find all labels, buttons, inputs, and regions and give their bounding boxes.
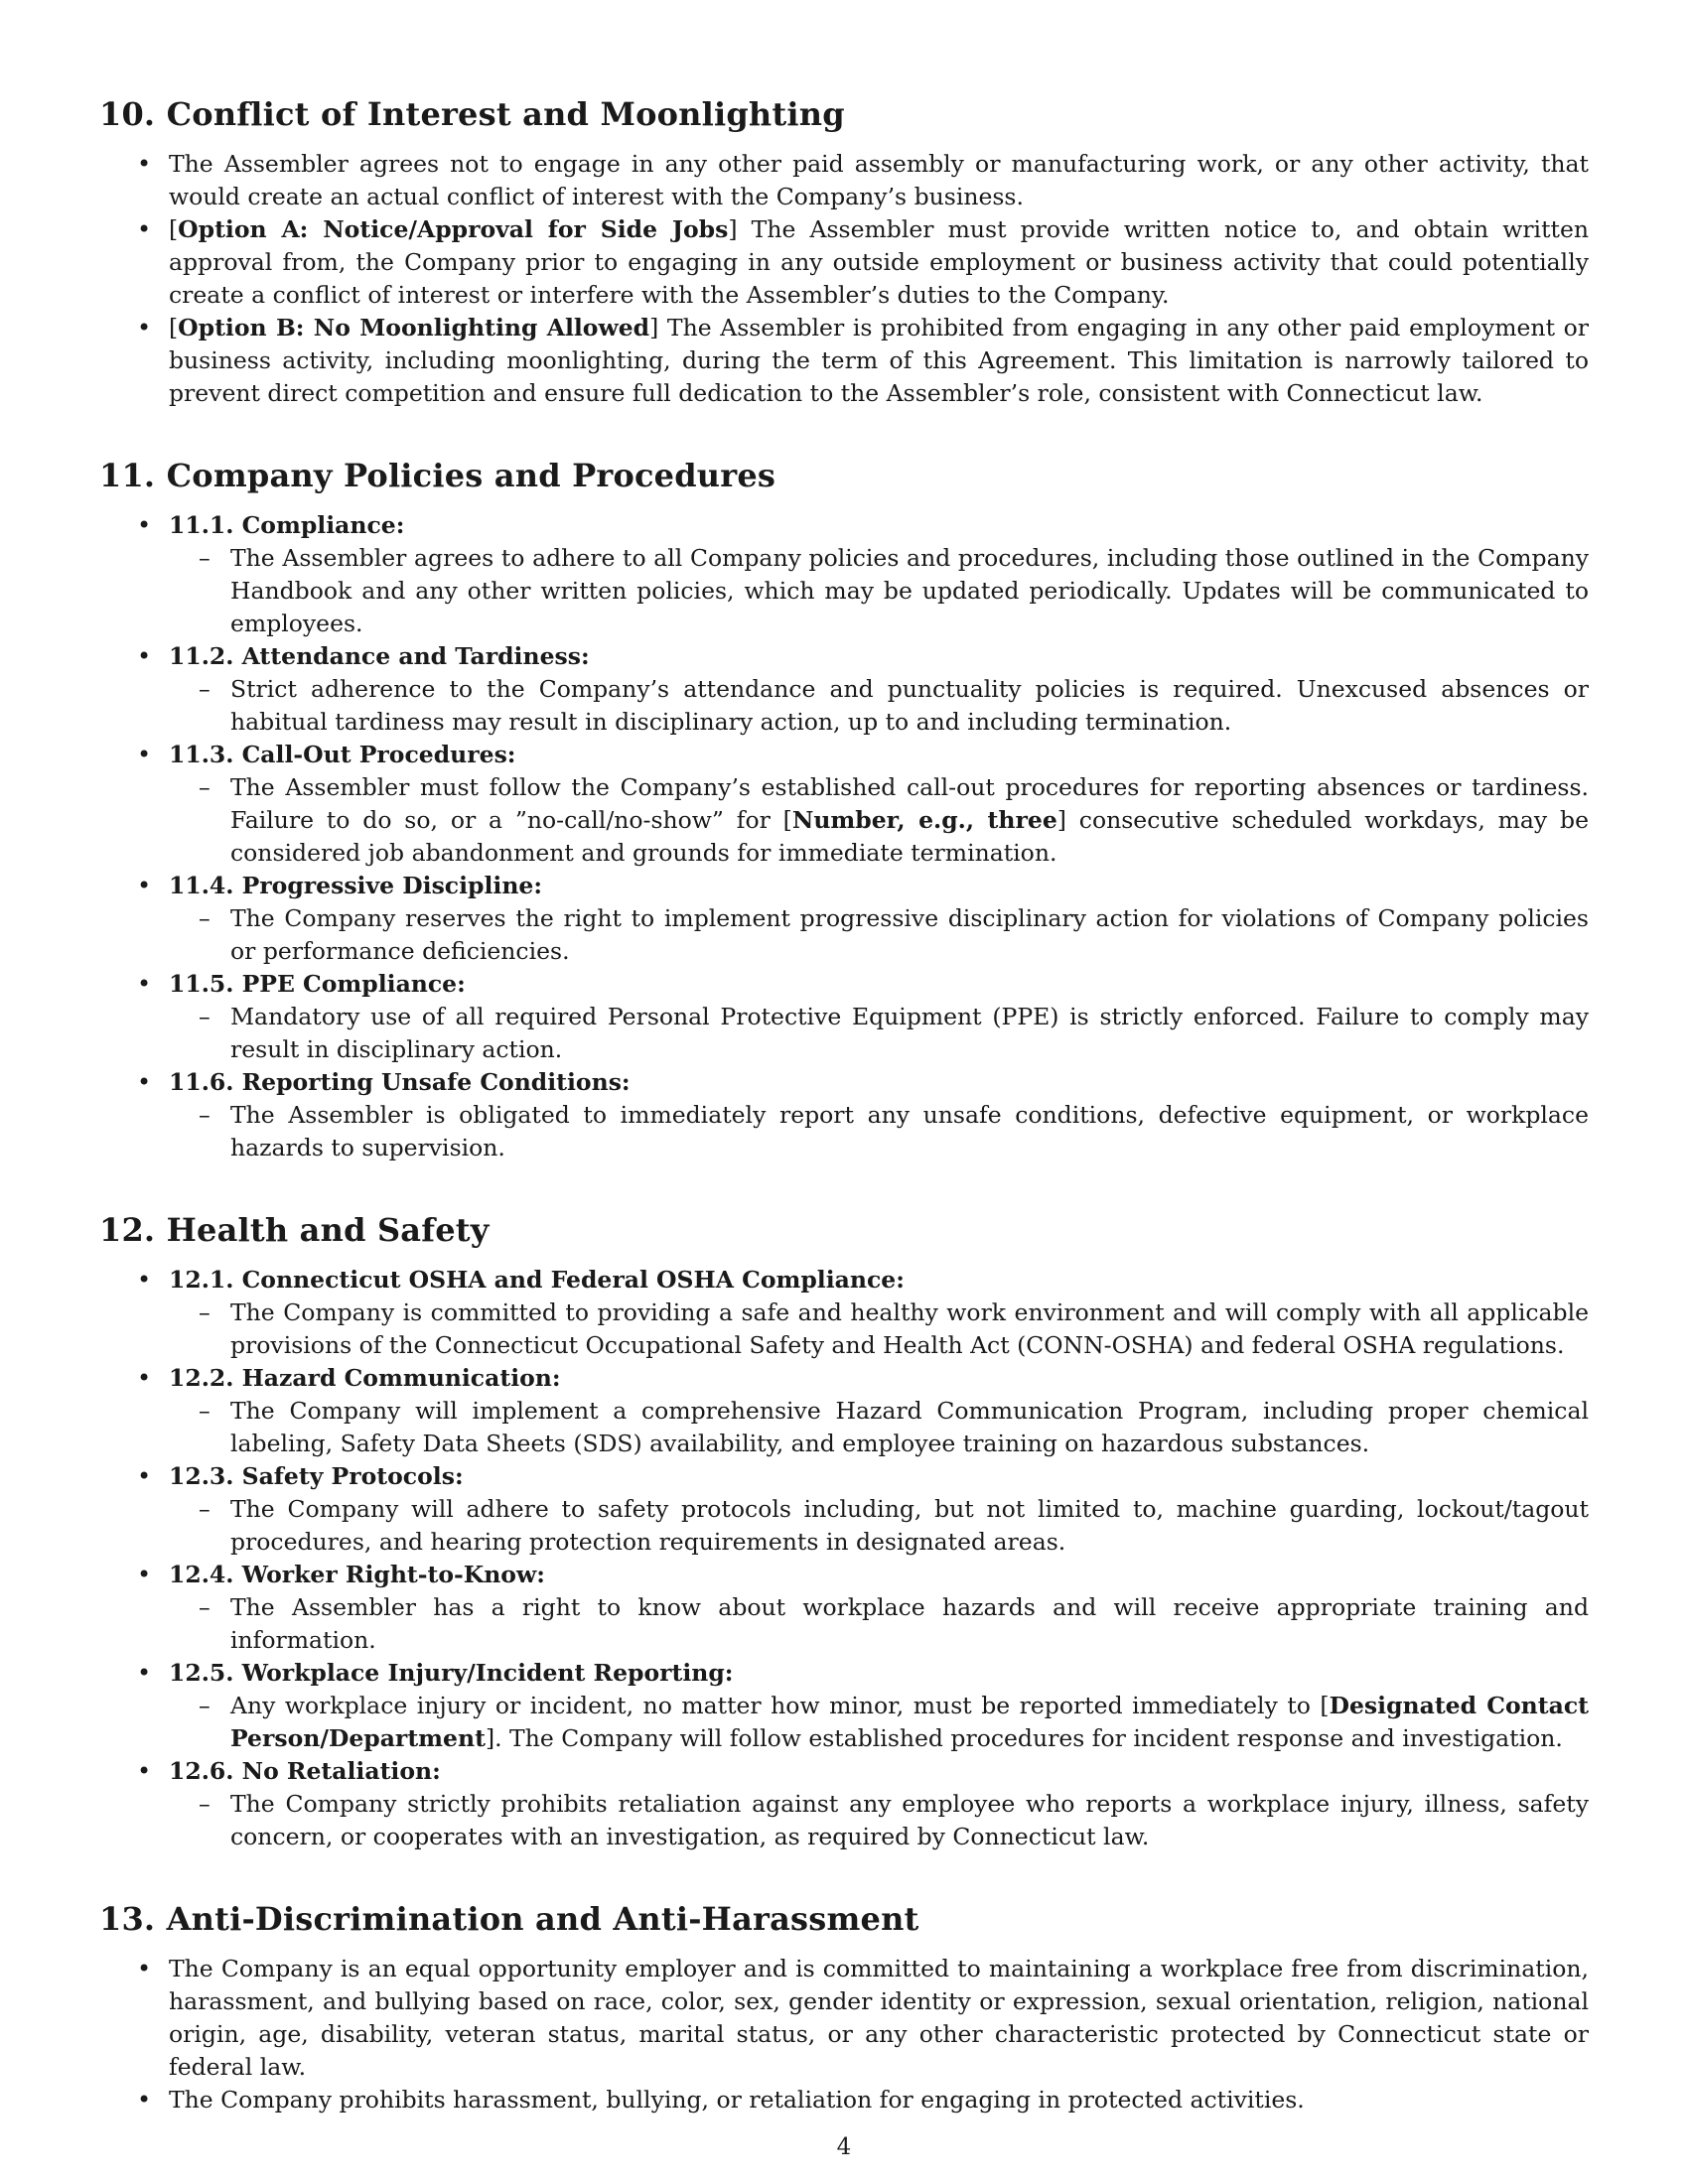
- subsection-title: 11.3. Call-Out Procedures:: [169, 741, 516, 768]
- bullet-list: [99, 1953, 1589, 2116]
- section-heading: 12. Health and Safety: [99, 1211, 490, 1249]
- list-item: • [Option A: Notice/Approval for Side Jobs] The Assembler must provide written notice to, and obtain written approval from, the Company prior to engaging in any outside employment or business activity that could potentially create a conflict of interest or interfere with the Assembler’s duties to the Company.: [99, 213, 1589, 312]
- subsection-text: – The Company will adhere to safety protocols including, but not limited to, machine guarding, lockout/tagout procedures, and hearing protection requirements in designated areas.: [169, 1493, 1589, 1559]
- list-item: • [Option B: No Moonlighting Allowed] The Assembler is prohibited from engaging in any other paid employment or business activity, including moonlighting, during the term of this Agreement. This limitation is narrowly tailored to prevent direct competition and ensure full dedication to the Assembler’s role, consistent with Connecticut law.: [99, 312, 1589, 410]
- subsection-title: 12.5. Workplace Injury/Incident Reporting:: [169, 1659, 734, 1687]
- section-heading: 11. Company Policies and Procedures: [99, 457, 776, 494]
- bullet-list: [99, 509, 1589, 1164]
- subsection-item: [99, 640, 1589, 739]
- document-body: [99, 94, 1589, 2162]
- subsection-item: [99, 870, 1589, 968]
- subsection-title: 11.5. PPE Compliance:: [169, 970, 466, 998]
- subsection-text: – The Assembler agrees to adhere to all Company policies and procedures, including those outlined in the Company Handbook and any other written policies, which may be updated periodically. Updates will be communicated to employees.: [169, 542, 1589, 640]
- subsection-text: – The Company will implement a comprehensive Hazard Communication Program, including proper chemical labeling, Safety Data Sheets (SDS) availability, and employee training on hazardous substances.: [169, 1395, 1589, 1460]
- subsection-item: [99, 1460, 1589, 1559]
- subsection-title: 12.1. Connecticut OSHA and Federal OSHA Compliance:: [169, 1266, 905, 1294]
- subsection-item: [99, 509, 1589, 640]
- section-11: [99, 456, 1589, 1164]
- bullet-list: [99, 1264, 1589, 1853]
- page-number: 4: [836, 2134, 852, 2160]
- section-heading: 10. Conflict of Interest and Moonlighting: [99, 95, 845, 133]
- subsection-title: 11.4. Progressive Discipline:: [169, 872, 543, 899]
- section-10: [99, 94, 1589, 410]
- section-heading: 13. Anti-Discrimination and Anti-Harassment: [99, 1900, 919, 1938]
- subsection-text: – Any workplace injury or incident, no matter how minor, must be reported immediately to [Designated Contact Person/Department]. The Company will follow established procedures for incident response and investigation.: [169, 1690, 1589, 1755]
- subsection-item: [99, 968, 1589, 1066]
- section-12: [99, 1210, 1589, 1853]
- subsection-item: [99, 1066, 1589, 1164]
- subsection-text: – The Company reserves the right to implement progressive disciplinary action for violations of Company policies or performance deficiencies.: [169, 902, 1589, 968]
- subsection-item: [99, 1755, 1589, 1853]
- subsection-text: – Strict adherence to the Company’s attendance and punctuality policies is required. Unexcused absences or habitual tardiness may result in disciplinary action, up to and including termination.: [169, 673, 1589, 739]
- list-item: • The Company is an equal opportunity employer and is committed to maintaining a workplace free from discrimination, harassment, and bullying based on race, color, sex, gender identity or expression, sexual orientation, religion, national origin, age, disability, veteran status, marital status, or any other characteristic protected by Connecticut state or federal law.: [99, 1953, 1589, 2084]
- subsection-title: 12.6. No Retaliation:: [169, 1757, 441, 1785]
- subsection-title: 12.2. Hazard Communication:: [169, 1364, 561, 1392]
- subsection-text: – The Assembler is obligated to immediately report any unsafe conditions, defective equipment, or workplace hazards to supervision.: [169, 1099, 1589, 1164]
- subsection-title: 12.3. Safety Protocols:: [169, 1462, 464, 1490]
- subsection-text: – Mandatory use of all required Personal Protective Equipment (PPE) is strictly enforced. Failure to comply may result in disciplinary action.: [169, 1001, 1589, 1066]
- list-item: • The Company prohibits harassment, bullying, or retaliation for engaging in protected activities.: [99, 2084, 1589, 2116]
- subsection-text: – The Company is committed to providing a safe and healthy work environment and will comply with all applicable provisions of the Connecticut Occupational Safety and Health Act (CONN-OSHA) and federal OSHA regulations.: [169, 1297, 1589, 1362]
- subsection-item: [99, 1657, 1589, 1755]
- subsection-item: [99, 1264, 1589, 1362]
- subsection-title: 12.4. Worker Right-to-Know:: [169, 1561, 545, 1588]
- subsection-title: 11.6. Reporting Unsafe Conditions:: [169, 1068, 631, 1096]
- bullet-list: [99, 148, 1589, 410]
- section-13: [99, 1899, 1589, 2116]
- subsection-title: 11.2. Attendance and Tardiness:: [169, 642, 590, 670]
- subsection-item: [99, 739, 1589, 870]
- subsection-item: [99, 1559, 1589, 1657]
- subsection-title: 11.1. Compliance:: [169, 511, 405, 539]
- subsection-text: – The Assembler must follow the Company’s established call-out procedures for reporting absences or tardiness. Failure to do so, or a ”no-call/no-show” for [Number, e.g., three] consecutive scheduled workdays, may be considered job abandonment and grounds for immediate termination.: [169, 771, 1589, 870]
- subsection-text: – The Assembler has a right to know about workplace hazards and will receive appropriate training and information.: [169, 1591, 1589, 1657]
- subsection-item: [99, 1362, 1589, 1460]
- subsection-text: – The Company strictly prohibits retaliation against any employee who reports a workplace injury, illness, safety concern, or cooperates with an investigation, as required by Connecticut law.: [169, 1788, 1589, 1853]
- list-item: • The Assembler agrees not to engage in any other paid assembly or manufacturing work, or any other activity, that would create an actual conflict of interest with the Company’s business.: [99, 148, 1589, 213]
